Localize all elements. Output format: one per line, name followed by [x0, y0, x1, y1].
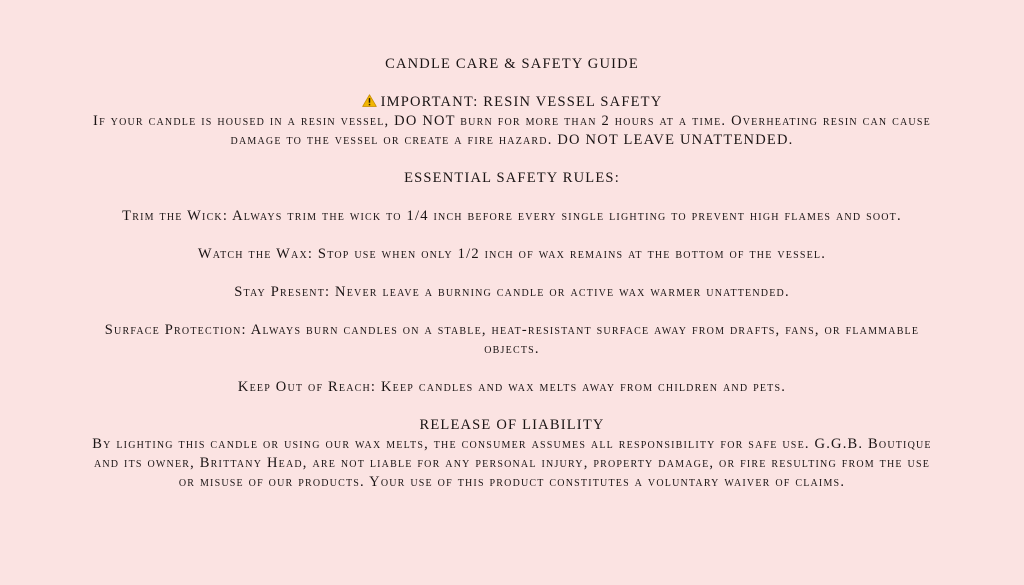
rules-title: ESSENTIAL SAFETY RULES:: [404, 170, 620, 186]
warning-heading: [92, 93, 932, 112]
warning-heading-text: IMPORTANT: RESIN VESSEL SAFETY: [380, 94, 663, 110]
rule-trim-wick: Trim the Wick: Always trim the wick to 1/4 inch before every single lighting to prevent high flames and soot.: [122, 208, 902, 224]
liability-title: RELEASE OF LIABILITY: [419, 417, 605, 433]
rule-surface-protection: Surface Protection: Always burn candles on a stable, heat-resistant surface away from drafts, fans, or flammable objects.: [104, 322, 920, 357]
rule-stay-present: Stay Present: Never leave a burning candle or active wax warmer unattended.: [234, 284, 790, 300]
liability-body: By lighting this candle or using our wax melts, the consumer assumes all responsibility for safe use. G.G.B. Boutique and its owner, Brittany Head, are not liable for any personal injury, property damage, or fire resulting from the use or misuse of our products. Your use of this product constitutes a voluntary waiver of claims.: [92, 436, 932, 490]
rule-keep-out-of-reach: Keep Out of Reach: Keep candles and wax melts away from children and pets.: [237, 379, 787, 395]
warning-body: If your candle is housed in a resin vessel, DO NOT burn for more than 2 hours at a time. Overheating resin can cause damage to the vessel or create a fire hazard. DO NOT LEAVE UNATTENDED.: [93, 113, 931, 148]
page-title: CANDLE CARE & SAFETY GUIDE: [385, 56, 639, 72]
rule-watch-wax: Watch the Wax: Stop use when only 1/2 inch of wax remains at the bottom of the vessel.: [197, 246, 827, 262]
warning-icon: [362, 94, 377, 107]
